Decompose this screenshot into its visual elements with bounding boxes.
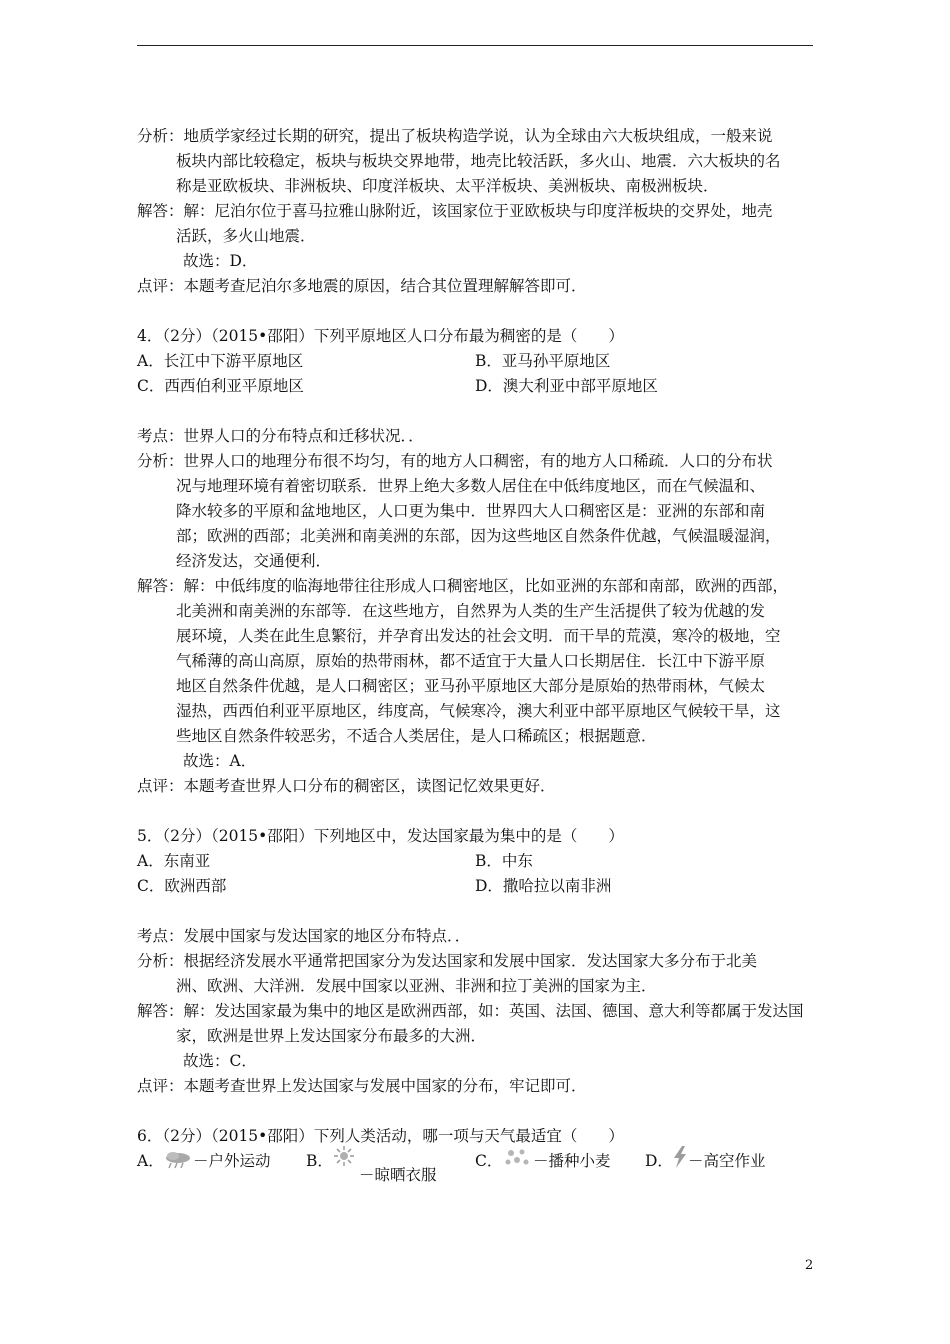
q3-answer-line-2: 活跃，多火山地震． [176,227,316,245]
header-rule [137,45,813,46]
q3-answer-line-3: 故选：D． [183,252,258,270]
q4-topic: 考点：世界人口的分布特点和迁移状况．． [137,427,424,445]
q3-answer-line-1: 解答：解：尼泊尔位于喜马拉雅山脉附近，该国家位于亚欧板块与印度洋板块的交界处，地壳 [137,202,773,220]
q5-analysis-line-2: 洲、欧洲、大洋洲．发展中国家以亚洲、非洲和拉丁美洲的国家为主． [176,977,657,995]
q6-stem: 6．（2分）（2015•邵阳）下列人类活动，哪一项与天气最适宜（ ） [137,1127,624,1145]
page-number: 2 [805,1258,814,1273]
q4-analysis-line-1: 分析：世界人口的地理分布很不均匀，有的地方人口稠密，有的地方人口稀疏．人口的分布状 [137,452,773,470]
q4-answer-line-1: 解答：解：中低纬度的临海地带往往形成人口稠密地区，比如亚洲的东部和南部，欧洲的西部， [137,577,789,595]
q5-stem: 5．（2分）（2015•邵阳）下列地区中，发达国家最为集中的是（ ） [137,827,624,845]
q5-option-d: D．撒哈拉以南非洲 [475,877,612,895]
q3-analysis-line-3: 称是亚欧板块、非洲板块、印度洋板块、太平洋板块、美洲板块、南极洲板块． [176,177,719,195]
q6-option-d-text: －高空作业 [688,1152,766,1170]
q4-answer-line-2: 北美洲和南美洲的东部等．在这些地方，自然界为人类的生产生活提供了较为优越的发 [176,602,766,620]
q5-answer-line-3: 故选：C． [183,1052,257,1070]
q4-analysis-line-5: 经济发达，交通便利． [176,552,332,570]
q4-answer-line-6: 湿热，西西伯利亚平原地区，纬度高，气候寒冷，澳大利亚中部平原地区气候较干旱，这 [176,702,781,720]
q6-option-d-letter: D． [645,1152,673,1170]
q4-analysis-line-3: 降水较多的平原和盆地地区，人口更为集中．世界四大人口稠密区是：亚洲的东部和南 [176,502,766,520]
q4-answer-line-4: 气稀薄的高山高原，原始的热带雨林，都不适宜于大量人口长期居住．长江中下游平原 [176,652,766,670]
q6-option-c-letter: C． [475,1152,503,1170]
q5-option-b: B．中东 [475,852,533,870]
q4-analysis-line-4: 部；欧洲的西部；北美洲和南美洲的东部，因为这些地区自然条件优越，气候温暖湿润， [176,527,781,545]
q5-comment: 点评：本题考查世界上发达国家与发展中国家的分布，牢记即可． [137,1077,587,1095]
q5-topic: 考点：发展中国家与发达国家的地区分布特点．． [137,927,471,945]
q4-answer-line-8: 故选：A． [183,752,257,770]
snow-icon [503,1147,531,1169]
q4-answer-line-3: 展环境，人类在此生息繁衍，并孕育出发达的社会文明．而干旱的荒漠，寒冷的极地，空 [176,627,781,645]
q6-option-a-text: －户外运动 [193,1152,271,1170]
q4-analysis-line-2: 况与地理环境有着密切联系．世界上绝大多数人居住在中低纬度地区，而在气候温和、 [176,477,766,495]
q4-stem: 4．（2分）（2015•邵阳）下列平原地区人口分布最为稠密的是（ ） [137,327,624,345]
q5-option-a: A．东南亚 [137,852,211,870]
rain-cloud-icon [163,1150,193,1170]
q4-option-d: D．澳大利亚中部平原地区 [475,377,658,395]
q6-option-a-letter: A． [137,1152,164,1170]
q3-analysis-line-1: 分析：地质学家经过长期的研究，提出了板块构造学说，认为全球由六大板块组成，一般来说 [137,127,773,145]
q4-answer-line-5: 地区自然条件优越，是人口稠密区；亚马孙平原地区大部分是原始的热带雨林，气候太 [176,677,766,695]
q6-option-b-text: －晾晒衣服 [359,1166,437,1184]
q4-answer-line-7: 些地区自然条件较恶劣，不适合人类居住，是人口稀疏区；根据题意． [176,727,657,745]
q4-option-b: B．亚马孙平原地区 [475,352,611,370]
q4-option-a: A．长江中下游平原地区 [137,352,304,370]
q5-answer-line-2: 家，欧洲是世界上发达国家分布最多的大洲． [176,1027,487,1045]
q3-comment: 点评：本题考查尼泊尔多地震的原因，结合其位置理解解答即可． [137,277,587,295]
sun-icon [333,1145,355,1167]
q4-option-c: C．西西伯利亚平原地区 [137,377,304,395]
q5-answer-line-1: 解答：解：发达国家最为集中的地区是欧洲西部，如：英国、法国、德国、意大利等都属于发达国 [137,1002,804,1020]
q5-analysis-line-1: 分析：根据经济发展水平通常把国家分为发达国家和发展中国家．发达国家大多分布于北美 [137,952,758,970]
q5-option-c: C．欧洲西部 [137,877,227,895]
q6-option-b-letter: B． [306,1152,333,1170]
q6-option-c-text: －播种小麦 [533,1152,611,1170]
lightning-icon [670,1145,690,1169]
q3-analysis-line-2: 板块内部比较稳定，板块与板块交界地带，地壳比较活跃，多火山、地震．六大板块的名 [176,152,781,170]
q4-comment: 点评：本题考查世界人口分布的稠密区，读图记忆效果更好． [137,777,556,795]
